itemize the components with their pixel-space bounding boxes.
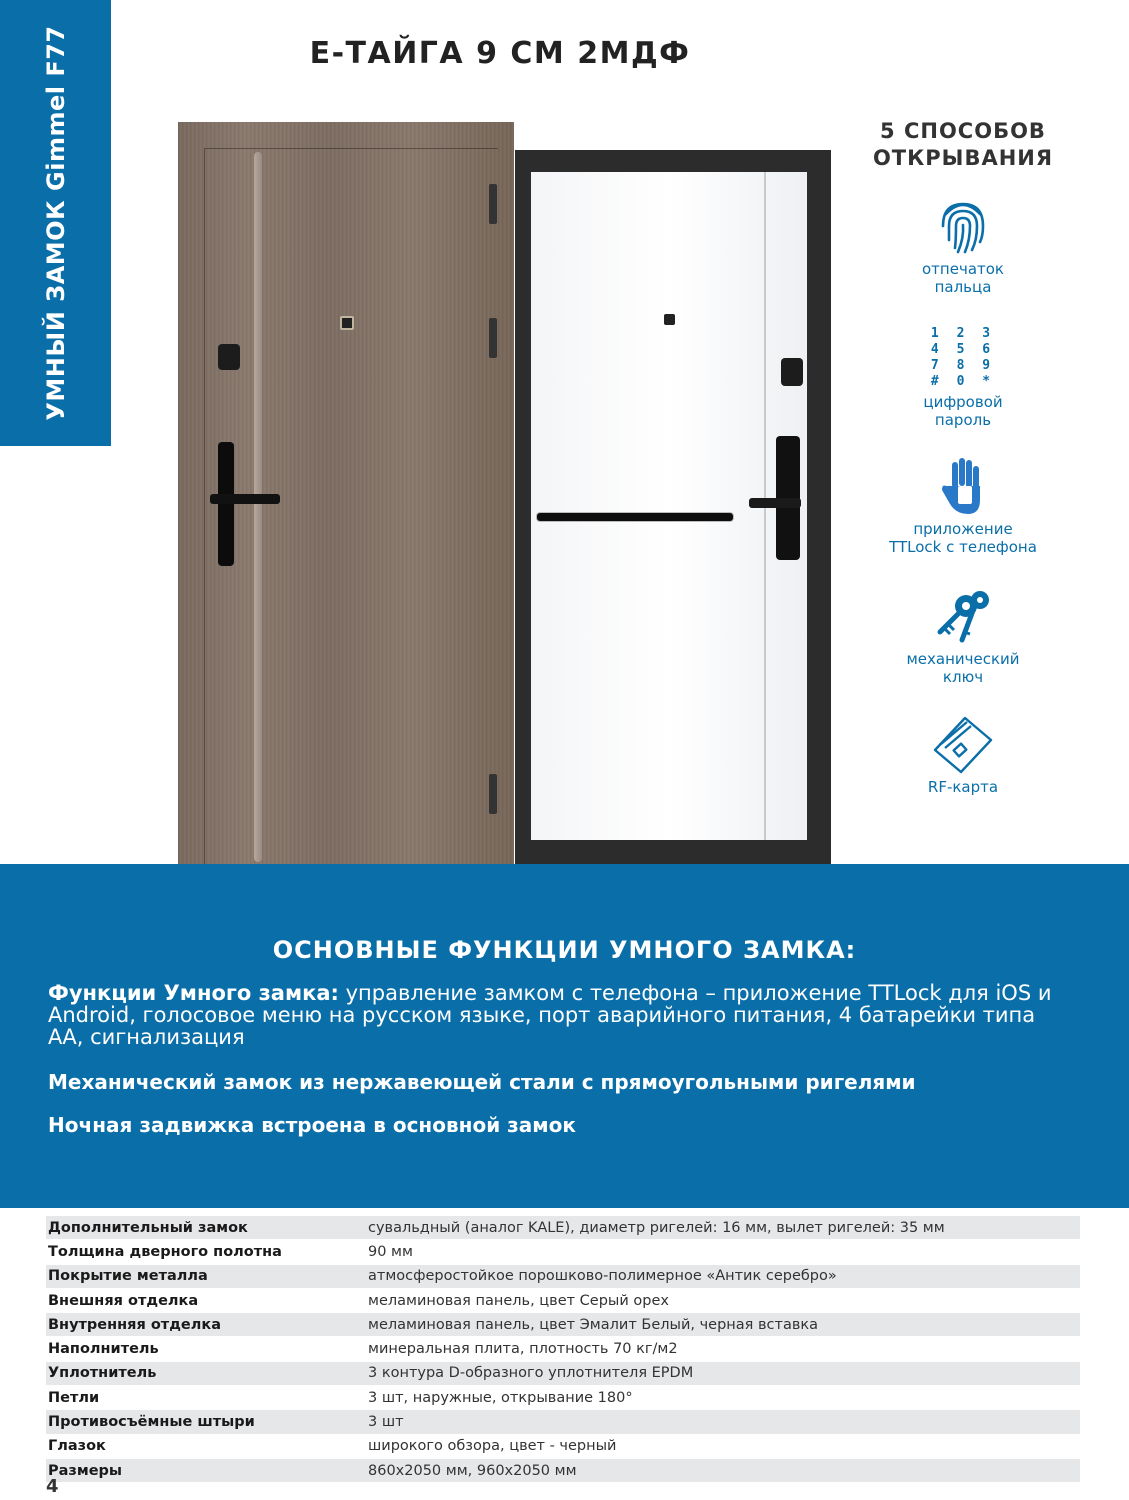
method-label: приложение xyxy=(913,520,1013,538)
spec-key: Противосъёмные штыри xyxy=(46,1410,366,1434)
mechanical-lock-text: Механический замок из нержавеющей стали с прямоугольными ригелями xyxy=(48,1070,916,1094)
page-number: 4 xyxy=(46,1476,59,1497)
spec-row xyxy=(46,1458,1080,1482)
spec-value: 3 контура D-образного уплотнителя EPDM xyxy=(366,1361,1080,1385)
side-tab xyxy=(0,0,111,446)
keys-icon xyxy=(928,586,998,646)
method-label: механический xyxy=(906,650,1020,668)
method-label: пальца xyxy=(934,278,992,296)
peephole xyxy=(664,314,675,325)
spec-key: Внешняя отделка xyxy=(46,1288,366,1312)
hinge xyxy=(489,184,497,224)
spec-key: Петли xyxy=(46,1386,366,1410)
fingerprint-icon xyxy=(938,196,988,256)
features-text: управление замком с телефона – приложение TTLock для iOS и Android, голосовое меню на русском языке, порт аварийного питания, 4 батарейки типа АА, сигнализация xyxy=(48,981,1052,1049)
spec-key: Наполнитель xyxy=(46,1337,366,1361)
spec-value: меламиновая панель, цвет Эмалит Белый, черная вставка xyxy=(366,1313,1080,1337)
method-label: пароль xyxy=(934,411,992,429)
spec-row xyxy=(46,1288,1080,1312)
method-label: TTLock с телефона xyxy=(889,538,1037,556)
spec-row xyxy=(46,1361,1080,1385)
page-title: E-ТАЙГА 9 СМ 2МДФ xyxy=(309,36,691,71)
features-title: ОСНОВНЫЕ ФУНКЦИИ УМНОГО ЗАМКА: xyxy=(272,936,857,964)
smart-lock xyxy=(218,442,234,566)
spec-key: Уплотнитель xyxy=(46,1361,366,1385)
spec-value: сувальдный (аналог KALE), диаметр ригелей: 16 мм, вылет ригелей: 35 мм xyxy=(366,1216,1080,1240)
spec-key: Глазок xyxy=(46,1434,366,1458)
spec-key: Дополнительный замок xyxy=(46,1216,366,1240)
keypad-icon: 1 2 3 4 5 6 7 8 9 # 0 * xyxy=(930,326,996,389)
door-decor-stripe xyxy=(254,152,262,862)
hand-icon xyxy=(938,456,988,516)
method-label: ключ xyxy=(942,668,984,686)
method-label: RF-карта xyxy=(927,778,999,796)
hinge xyxy=(489,774,497,814)
method-keypad xyxy=(848,326,1078,429)
spec-value: атмосферостойкое порошково-полимерное «Антик серебро» xyxy=(366,1264,1080,1288)
method-app xyxy=(848,456,1078,556)
spec-row xyxy=(46,1386,1080,1410)
spec-value: минеральная плита, плотность 70 кг/м2 xyxy=(366,1337,1080,1361)
spec-row xyxy=(46,1216,1080,1240)
outer-door-image xyxy=(178,122,514,864)
side-tab-label: УМНЫЙ ЗАМОК Gimmel F77 xyxy=(42,25,70,421)
spec-value: 3 шт, наружные, открывание 180° xyxy=(366,1386,1080,1410)
method-fingerprint xyxy=(848,196,1078,296)
spec-row xyxy=(46,1410,1080,1434)
methods-title-line: ОТКРЫВАНИЯ xyxy=(872,146,1054,170)
smart-lock-handle xyxy=(749,498,801,508)
method-rf-card xyxy=(848,714,1078,796)
spec-key: Толщина дверного полотна xyxy=(46,1240,366,1264)
spec-key: Внутренняя отделка xyxy=(46,1313,366,1337)
methods-title-line: 5 СПОСОБОВ xyxy=(880,119,1046,143)
inner-door-image xyxy=(515,150,831,864)
spec-row xyxy=(46,1337,1080,1361)
night-latch-text: Ночная задвижка встроена в основной замок xyxy=(48,1113,576,1137)
peephole xyxy=(340,316,354,330)
spec-row xyxy=(46,1240,1080,1264)
methods-title xyxy=(848,118,1078,172)
black-insert-bar xyxy=(536,512,734,522)
features-label: Функции Умного замка: xyxy=(48,981,339,1005)
method-key xyxy=(848,586,1078,686)
secondary-lock xyxy=(781,358,803,386)
method-label: отпечаток xyxy=(922,260,1004,278)
spec-value: широкого обзора, цвет - черный xyxy=(366,1434,1080,1458)
features-band xyxy=(0,864,1129,1208)
spec-value: меламиновая панель, цвет Серый орех xyxy=(366,1288,1080,1312)
spec-row xyxy=(46,1434,1080,1458)
smart-lock-handle xyxy=(210,494,280,504)
card-icon xyxy=(931,714,995,774)
spec-row xyxy=(46,1313,1080,1337)
spec-key: Покрытие металла xyxy=(46,1264,366,1288)
method-label: цифровой xyxy=(923,393,1003,411)
spec-key: Размеры xyxy=(46,1458,366,1482)
features-paragraph xyxy=(48,982,1068,1048)
hinge xyxy=(489,318,497,358)
spec-table xyxy=(46,1216,1080,1483)
spec-value: 3 шт xyxy=(366,1410,1080,1434)
secondary-lock xyxy=(218,344,240,370)
spec-value: 90 мм xyxy=(366,1240,1080,1264)
spec-value: 860x2050 мм, 960x2050 мм xyxy=(366,1458,1080,1482)
spec-row xyxy=(46,1264,1080,1288)
